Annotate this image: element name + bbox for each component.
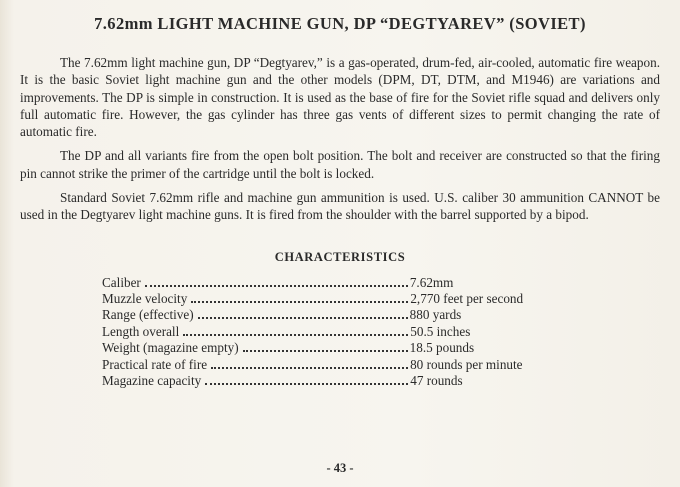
- characteristic-value: 880 yards: [409, 307, 462, 323]
- characteristic-value: 2,770 feet per second: [410, 291, 524, 307]
- characteristic-label: Magazine capacity: [102, 373, 202, 389]
- dot-leader: [183, 333, 408, 336]
- characteristic-value: 7.62mm: [409, 274, 454, 290]
- characteristics-table: [102, 275, 602, 390]
- dot-leader: [145, 284, 408, 287]
- characteristic-label: Muzzle velocity: [102, 291, 188, 307]
- characteristic-value: 47 rounds: [410, 373, 463, 389]
- dot-leader: [198, 316, 408, 319]
- page-number: - 43 -: [326, 461, 354, 475]
- characteristic-value: 80 rounds per minute: [410, 356, 523, 372]
- characteristic-row: [102, 275, 602, 291]
- characteristic-row: [102, 291, 602, 307]
- dot-leader: [243, 349, 408, 352]
- dot-leader: [205, 382, 408, 385]
- characteristic-label: Practical rate of fire: [102, 356, 208, 372]
- dot-leader: [191, 300, 408, 303]
- characteristic-label: Weight (magazine empty): [102, 340, 239, 356]
- dot-leader: [211, 366, 408, 369]
- paragraph-operation: The DP and all variants fire from the open bolt position. The bolt and receiver are constructed so that the firing pin cannot strike the primer of the cartridge until the bolt is locked.: [20, 148, 660, 181]
- paragraph-ammunition: Standard Soviet 7.62mm rifle and machine gun ammunition is used. U.S. caliber 30 ammunition CANNOT be used in the Degtyarev light machine guns. It is fired from the shoulder with the barrel supported by a bipod.: [20, 190, 660, 223]
- paragraph-description: The 7.62mm light machine gun, DP “Degtyarev,” is a gas-operated, drum-fed, air-cooled, automatic fire weapon. It is the basic Soviet light machine gun and the other models (DPM, DT, DTM, and M1946) are variations and improvements. The DP is simple in construction. It is used as the base of fire for the Soviet rifle squad and delivers only full automatic fire. However, the gas cylinder has three gas vents of different sizes to permit changing the rate of automatic fire.: [20, 55, 660, 140]
- characteristic-row: [102, 357, 602, 373]
- characteristics-heading: CHARACTERISTICS: [274, 249, 406, 264]
- characteristic-row: [102, 324, 602, 340]
- characteristic-row: [102, 307, 602, 323]
- document-title: 7.62mm LIGHT MACHINE GUN, DP “DEGTYAREV” (SOVIET): [94, 14, 586, 33]
- characteristic-label: Range (effective): [102, 307, 194, 323]
- characteristic-label: Length overall: [102, 323, 180, 339]
- characteristic-value: 50.5 inches: [410, 323, 471, 339]
- characteristic-row: [102, 340, 602, 356]
- characteristic-value: 18.5 pounds: [409, 340, 475, 356]
- characteristic-row: [102, 373, 602, 389]
- characteristic-label: Caliber: [102, 274, 141, 290]
